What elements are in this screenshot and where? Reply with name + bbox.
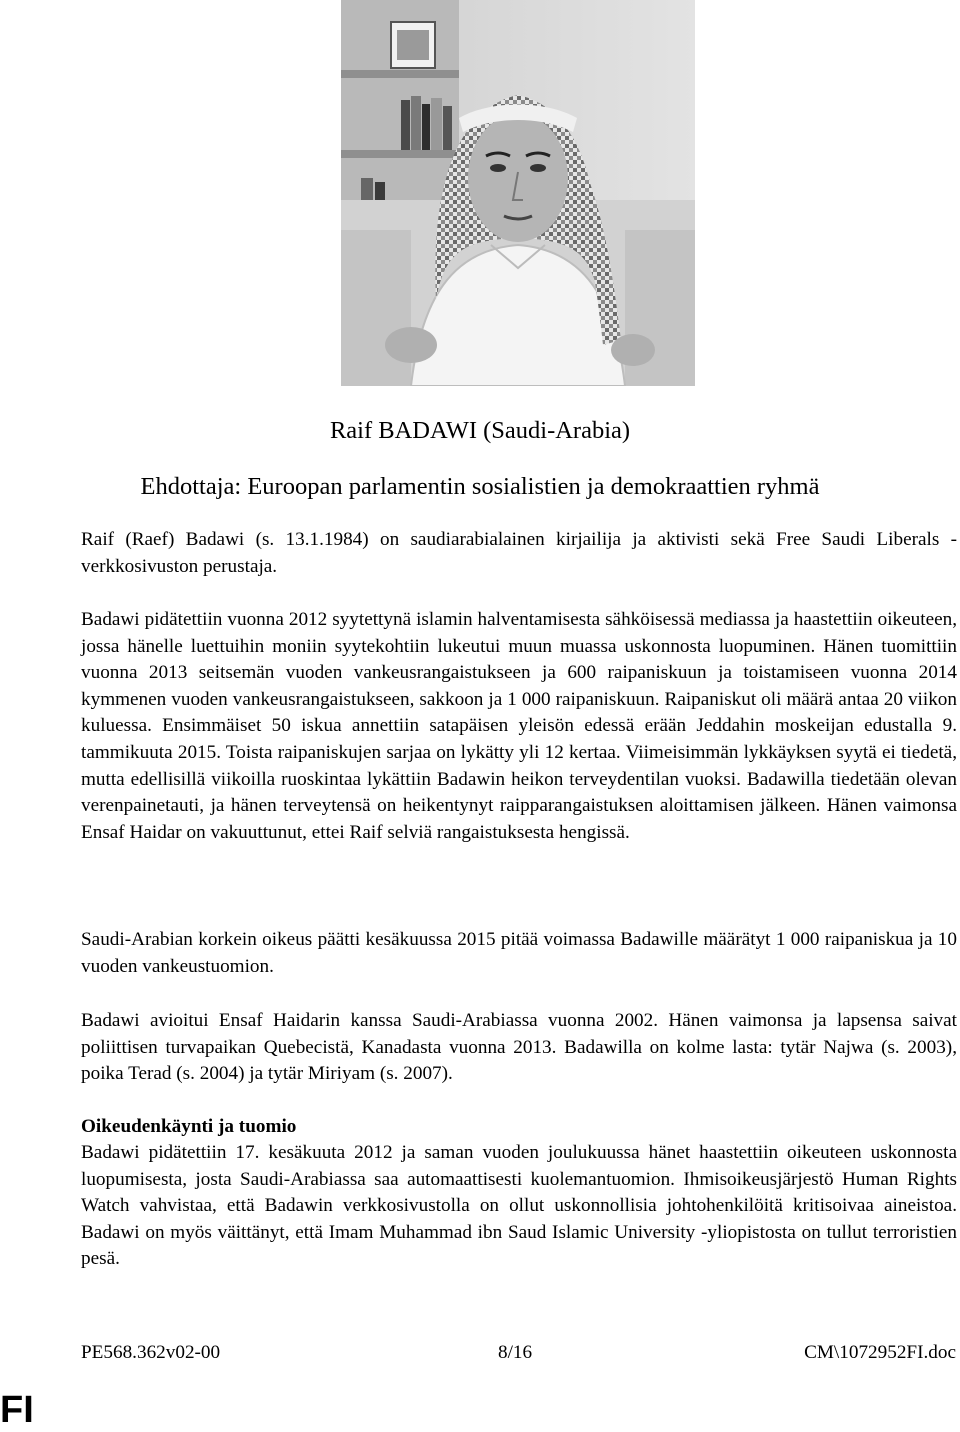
- laureate-title: Raif BADAWI (Saudi-Arabia): [329, 417, 631, 444]
- supreme-court-paragraph: [81, 927, 957, 980]
- paragraph-text: Badawi pidätettiin vuonna 2012 syytettynä islamin halventamisesta sähköisessä mediassa ja haastettiin oikeuteen, jossa hänelle luettuihin moniin syytekohtiin lukeutui muun muassa uskonnosta luopuminen. Hänen tuomittiin vuonna 2013 seitsemän vuoden vankeusrangaistukseen ja 600 raipaniskuun ja toistamiseen vuonna 2014 kymmenen vuoden vankeusrangaistukseen, sakkoon ja 1 000 raipaniskuun. Raipaniskut oli määrä antaa 20 viikon kuluessa. Ensimmäiset 50 iskua annettiin satapäisen yleisön edessä erään Jeddahin moskeijan edustalla 9. tammikuuta 2015. Toista raipaniskujen sarjaa on lykätty yli 12 kertaa. Viimeisimmän lykkäyksen syytä ei tiedetä, mutta edellisillä viikoilla ruoskintaa lykättiin Badawin heikon terveydentilan vuoksi. Badawilla tiedetään olevan verenpainetauti, ja hänen terveytensä on heikentynyt raipparangaistuksen aloittamisen jälkeen. Hänen vaimonsa Ensaf Haidar on vakuuttunut, ettei Raif selviä rangaistuksesta hengissä.: [81, 609, 957, 843]
- footer-doc-ref: PE568.362v02-00: [81, 1342, 221, 1363]
- trial-paragraph: [81, 1140, 957, 1273]
- intro-paragraph: [81, 527, 957, 580]
- arrest-paragraph: [81, 607, 957, 846]
- language-code: FI: [0, 1389, 34, 1431]
- footer-file-name: CM\1072952FI.doc: [804, 1342, 956, 1363]
- paragraph-text: Raif (Raef) Badawi (s. 13.1.1984) on saudiarabialainen kirjailija ja aktivisti sekä Free Saudi Liberals -verkkosivuston perustaja.: [81, 529, 957, 577]
- nominator-line: Ehdottaja: Euroopan parlamentin sosialistien ja demokraattien ryhmä: [140, 473, 820, 500]
- paragraph-text: Saudi-Arabian korkein oikeus päätti kesäkuussa 2015 pitää voimassa Badawille määrätyt 1 000 raipaniskua ja 10 vuoden vankeustuomion.: [81, 929, 957, 977]
- paragraph-text: Badawi pidätettiin 17. kesäkuuta 2012 ja saman vuoden joulukuussa hänet haastettiin oikeuteen uskonnosta luopumisesta, josta Saudi-Arabiassa saa automaattisesti kuolemantuomion. Ihmisoikeusjärjestö Human Rights Watch vahvistaa, että Badawin verkkosivustolla on ollut uskonnollisia johtohenkilöitä kritisoivaa aineistoa. Badawi on myös väittänyt, että Imam Muhammad ibn Saud Islamic University -yliopistosta on tullut terroristien pesä.: [81, 1142, 957, 1270]
- paragraph-text: Badawi avioitui Ensaf Haidarin kanssa Saudi-Arabiassa vuonna 2002. Hänen vaimonsa ja lapsensa saivat poliittisen turvapaikan Quebecistä, Kanadasta vuonna 2013. Badawilla on kolme lasta: tytär Najwa (s. 2003), poika Terad (s. 2004) ja tytär Miriyam (s. 2007).: [81, 1010, 957, 1085]
- footer-page-number: 8/16: [498, 1342, 533, 1363]
- portrait-photo: [341, 0, 695, 386]
- section-heading: Oikeudenkäynti ja tuomio: [81, 1116, 297, 1137]
- family-paragraph: [81, 1008, 957, 1088]
